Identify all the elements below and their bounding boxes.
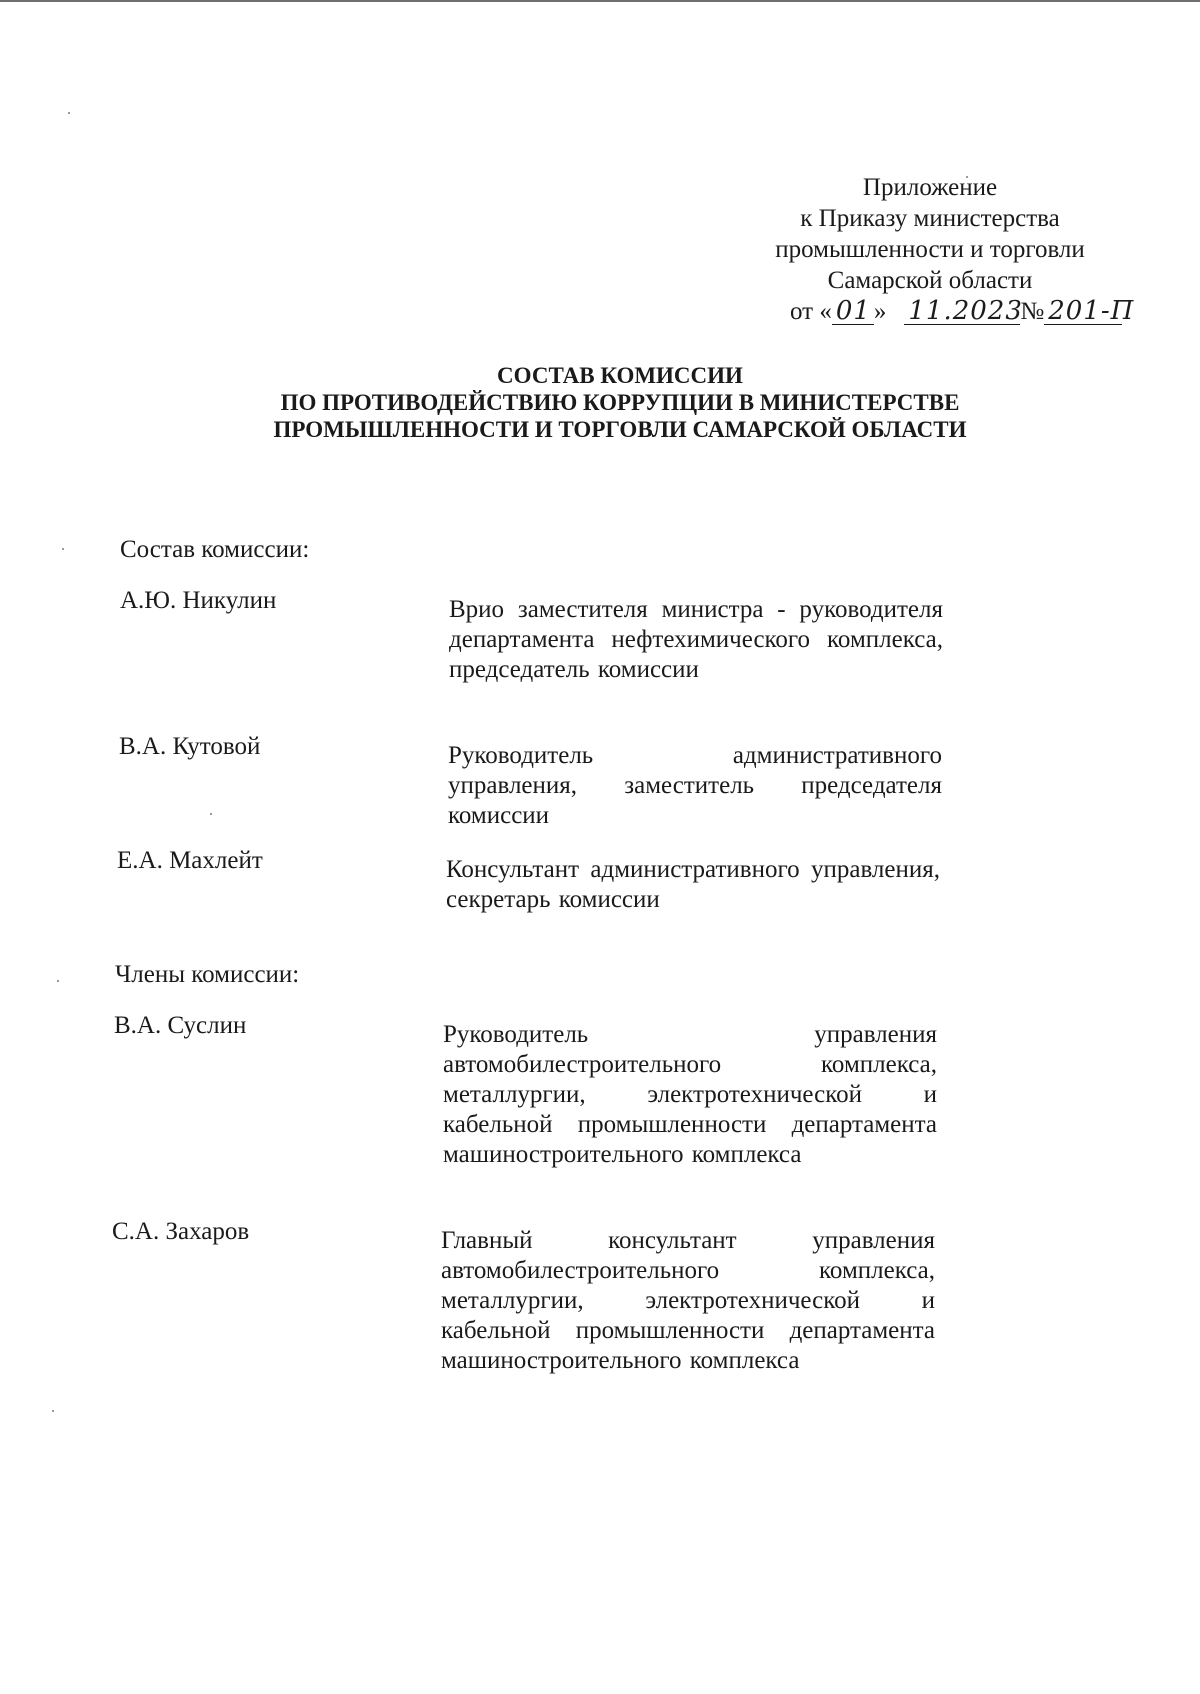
handwritten-order-number: 201-П [1044,298,1122,325]
date-quote-close: » [873,298,887,325]
appendix-header [700,172,1160,296]
title-line: СОСТАВ КОМИССИИ [497,363,743,388]
member-name: А.Ю. Никулин [120,587,277,614]
member-name: Е.А. Махлейт [117,847,263,874]
composition-label: Состав комиссии: [120,536,310,563]
document-title [200,362,1040,443]
title-line: ПРОМЫШЛЕННОСТИ И ТОРГОВЛИ САМАРСКОЙ ОБЛАСТИ [273,417,967,442]
member-role: Руководитель административного управления, заместитель председателя комиссии [448,742,942,829]
scan-speck [62,548,64,550]
member-role: Главный консультант управления автомобилестроительного комплекса, металлургии, электротехнической и кабельной промышленности департамента машиностроительного комплекса [441,1227,935,1374]
appendix-line: промышленности и торговли [775,236,1085,263]
appendix-line: Самарской области [827,267,1033,294]
scan-speck [52,1410,54,1412]
members-label: Члены комиссии: [115,961,300,988]
page-top-border [0,0,1200,2]
scan-speck [210,813,212,815]
handwritten-date: 11.2023 [904,298,1020,325]
scan-speck [57,980,59,982]
scan-speck [68,112,70,114]
member-name: В.А. Кутовой [119,733,261,760]
appendix-line: к Приказу министерства [800,205,1060,232]
handwritten-day: 01 [832,298,874,325]
member-role: Врио заместителя министра - руководителя департамента нефтехимического комплекса, председатель комиссии [449,596,943,683]
number-sign: № [1020,298,1045,325]
order-date-line [790,296,1135,328]
member-name: В.А. Суслин [114,1012,247,1039]
member-role: Консультант административного управления, секретарь комиссии [446,856,940,913]
member-name: С.А. Захаров [112,1218,250,1245]
member-role: Руководитель управления автомобилестроительного комплекса, металлургии, электротехнической и кабельной промышленности департамента машиностроительного комплекса [443,1021,937,1168]
appendix-line: Приложение [862,174,998,201]
date-prefix: от « [790,298,832,325]
title-line: ПО ПРОТИВОДЕЙСТВИЮ КОРРУПЦИИ В МИНИСТЕРСТВЕ [280,390,960,415]
